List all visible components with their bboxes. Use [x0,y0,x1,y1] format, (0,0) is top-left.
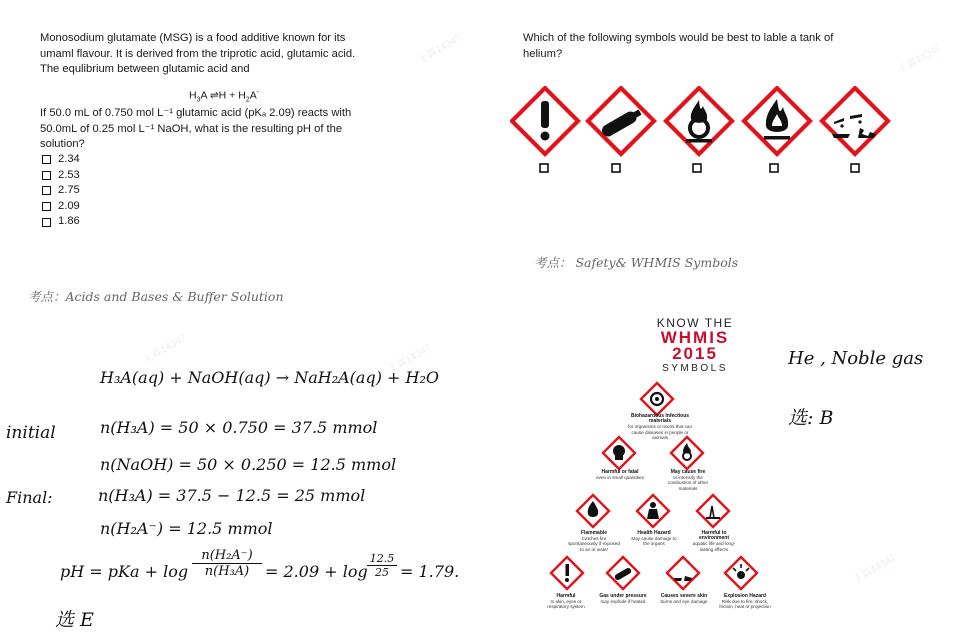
hw-reaction: H₃A(aq) + NaOH(aq) → NaH₂A(aq) + H₂O [100,368,440,387]
hw-ph-lhs: pH = pKa + log [60,562,189,581]
poster-caption: Biohazardous Infectious materials for organisms or toxins that can cause diseases in people or animals [627,413,693,440]
option-a[interactable]: 2.34 [42,152,80,168]
poster-caption: Causes severe skin burns and eye damage [660,593,708,605]
ghs-symbol-row [510,86,896,178]
option-e[interactable]: 1.86 [42,214,80,230]
prompt-line: 50.0mL of 0.25 mol L⁻¹ NaOH, what is the resulting pH of the [40,122,343,135]
poster-caption: May cause fire or intensify the combustion of other materials [667,469,709,491]
poster-caption: Flammable Catches fire spontaneously if exposed to air or water [568,530,620,552]
left-question [40,31,460,78]
question-line: The equlibrium between glutamic acid and [40,63,250,76]
skull-icon [603,437,635,469]
hw-fraction [192,548,262,579]
poster-line-3: 2015 [672,344,718,363]
option-c[interactable]: 2.75 [42,183,80,199]
question-line: Which of the following symbols would be best to lable a tank of [523,32,834,44]
hw-right-answer: 选: B [788,407,834,429]
hw-frac2-den: 25 [375,566,389,579]
hw-fraction-2 [367,552,397,579]
prompt-line: If 50.0 mL of 0.750 mol L⁻¹ glutamic acid (pKₐ 2.09) reacts with [40,107,352,119]
prompt-line: solution? [40,138,85,151]
question-line: Monosodium glutamate (MSG) is a food additive known for its [40,32,346,44]
flame-over-circle-icon[interactable] [666,88,732,154]
watermark: 王霖14347 [141,332,189,366]
poster-caption: Harmful to environment aquatic life and long-lasting effects [692,530,736,552]
symbol-checkbox[interactable] [540,164,548,172]
question-line: umaml flavour. It is derived from the triprotic acid, glutamic acid. [40,47,356,60]
poster-caption: Health Hazard May cause damage to the organs [631,530,677,547]
hw-frac-den: n(H₃A) [204,564,250,579]
symbol-checkbox[interactable] [693,164,701,172]
hw-left-answer: 选 E [55,609,94,631]
poster-caption: Explosion Hazard Risk due to fire, shock, friction, heat or projection [719,593,771,610]
gas-cylinder-icon [607,557,639,589]
hw-n-h2a: n(H₂A⁻) = 12.5 mmol [100,519,273,538]
hw-initial-label: initial [6,423,56,443]
checkbox[interactable] [42,155,51,164]
question-line: helium? [523,47,563,60]
watermark: 王霖14347 [416,32,464,66]
poster-caption: Gas under pressure may explode if heated [599,593,647,605]
right-question [523,31,923,62]
answer-options [42,152,80,230]
symbol-checkbox[interactable] [851,164,859,172]
option-d[interactable]: 2.09 [42,199,80,215]
exclamation-mark-icon[interactable] [512,88,578,154]
explosion-icon [725,557,757,589]
flame-icon[interactable] [744,88,810,154]
flame-over-circle-icon [671,437,703,469]
watermark: 王霖14347 [386,342,434,376]
hw-ph-mid: = 2.09 + log [265,562,368,581]
whmis-poster-title [600,316,790,375]
biohazard-icon [641,383,673,415]
checkbox[interactable] [42,202,51,211]
hw-n-h3a-final: n(H₃A) = 37.5 − 12.5 = 25 mmol [98,486,366,505]
poster-caption: Harmful or fatal even in small quantities [596,469,644,481]
gas-cylinder-icon[interactable] [588,88,654,154]
checkbox[interactable] [42,218,51,227]
poster-caption: Harmful to skin, eyes or respiratory system [547,593,585,610]
hw-frac-num: n(H₂A⁻) [201,548,253,563]
corrosion-icon[interactable] [822,88,888,154]
checkbox[interactable] [42,186,51,195]
watermark: 王霖14347 [851,552,899,586]
hw-n-h3a-initial: n(H₃A) = 50 × 0.750 = 37.5 mmol [100,418,378,437]
hw-n-naoh: n(NaOH) = 50 × 0.250 = 12.5 mmol [100,455,397,474]
checkbox[interactable] [42,171,51,180]
environment-icon [697,495,729,527]
hw-final-label: Final: [6,488,53,507]
question-prompt [40,106,460,153]
health-hazard-icon [637,495,669,527]
symbol-checkbox[interactable] [612,164,620,172]
option-b[interactable]: 2.53 [42,168,80,184]
corrosion-icon [667,557,699,589]
watermark: 王霖14347 [896,42,944,76]
left-topic-note: 考点：Acids and Bases & Buffer Solution [28,289,284,304]
equilibrium-equation: $H_3A$ ⇌H + $H_2A^-$ [189,89,260,104]
hw-he-note: He , Noble gas [788,348,924,369]
poster-line-4: SYMBOLS [662,363,728,374]
right-topic-note: 考点： Safety& WHMIS Symbols [534,255,739,270]
flame-icon [577,495,609,527]
poster-line-1: KNOW THE [656,316,734,330]
symbol-checkbox[interactable] [770,164,778,172]
hw-ph-result: = 1.79. [400,562,460,581]
poster-line-2: WHMIS [660,328,730,347]
exclamation-mark-icon [551,557,583,589]
hw-frac2-num: 12.5 [369,552,395,565]
